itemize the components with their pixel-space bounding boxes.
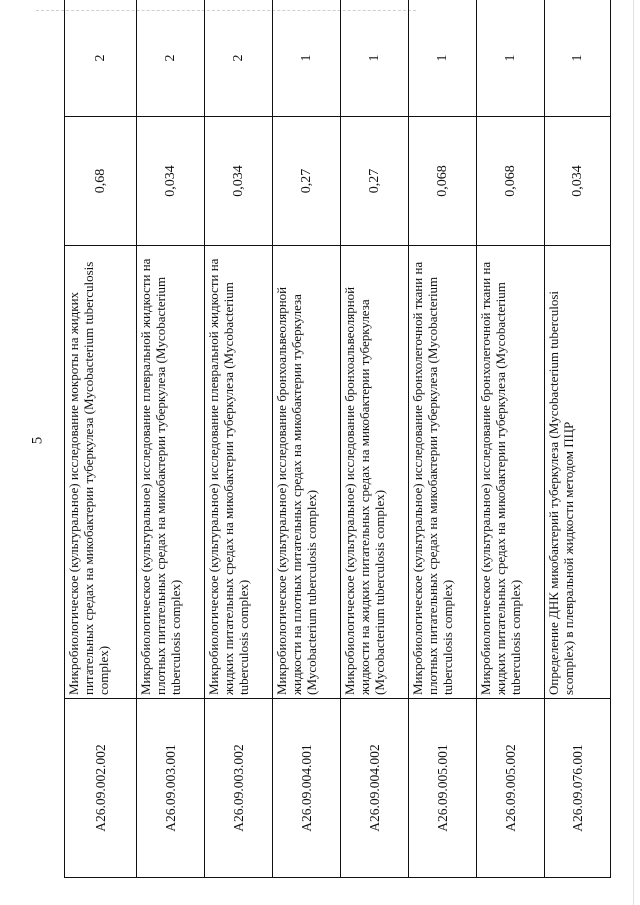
- table-row: [65, 0, 137, 878]
- frequency-coefficient: 0,068: [477, 117, 545, 246]
- frequency-coefficient: 0,068: [409, 117, 477, 246]
- service-code: A26.09.005.001: [409, 699, 477, 878]
- multiplicity: 1: [273, 0, 341, 117]
- frequency-coefficient: 0,034: [205, 117, 273, 246]
- frequency-coefficient: 0,034: [545, 117, 611, 246]
- service-name: Микробиологическое (культуральное) исследование бронхоальвеолярной жидкости на жидких питательных средах на микобактерии туберкулеза (Mycobacterium tuberculosis complex): [341, 246, 409, 699]
- service-code: A26.09.003.002: [205, 699, 273, 878]
- service-name: Микробиологическое (культуральное) исследование бронхолегочной ткани на плотных питательных средах на микобактерии туберкулеза (Mycobacterium tuberculosis complex): [409, 246, 477, 699]
- service-name: Определение ДНК микобактерий туберкулеза (Mycobacterium tuberculosi scomplex) в плевральной жидкости методом ПЦР: [545, 246, 611, 699]
- service-name: Микробиологическое (культуральное) исследование плевральной жидкости на жидких питательных средах на микобактерии туберкулеза (Mycobacterium tuberculosis complex): [205, 246, 273, 699]
- multiplicity: 2: [137, 0, 205, 117]
- service-code: A26.09.004.001: [273, 699, 341, 878]
- table-row: [477, 0, 545, 878]
- table-row: [545, 0, 611, 878]
- multiplicity: 1: [477, 0, 545, 117]
- scan-artifact-edge: [633, 0, 634, 905]
- service-name: Микробиологическое (культуральное) исследование бронхолегочной ткани на жидких питательных средах на микобактерии туберкулеза (Mycobacterium tuberculosis complex): [477, 246, 545, 699]
- multiplicity: 1: [341, 0, 409, 117]
- page-number: 5: [29, 436, 46, 445]
- service-name: Микробиологическое (культуральное) исследование мокроты на жидких питательных средах на микобактерии туберкулеза (Mycobacterium tuberculosis complex): [65, 246, 137, 699]
- frequency-coefficient: 0,27: [273, 117, 341, 246]
- services-table: [64, 0, 611, 878]
- service-code: A26.09.003.001: [137, 699, 205, 878]
- table-row: [273, 0, 341, 878]
- service-code: A26.09.076.001: [545, 699, 611, 878]
- service-name: Микробиологическое (культуральное) исследование бронхоальвеолярной жидкости на плотных питательных средах на микобактерии туберкулеза (Mycobacterium tuberculosis complex): [273, 246, 341, 699]
- multiplicity: 2: [205, 0, 273, 117]
- multiplicity: 1: [545, 0, 611, 117]
- table-row: [137, 0, 205, 878]
- frequency-coefficient: 0,034: [137, 117, 205, 246]
- service-code: A26.09.005.002: [477, 699, 545, 878]
- service-code: A26.09.004.002: [341, 699, 409, 878]
- service-name: Микробиологическое (культуральное) исследование плевральной жидкости на плотных питательных средах на микобактерии туберкулеза (Mycobacterium tuberculosis complex): [137, 246, 205, 699]
- table-row: [341, 0, 409, 878]
- frequency-coefficient: 0,68: [65, 117, 137, 246]
- frequency-coefficient: 0,27: [341, 117, 409, 246]
- multiplicity: 2: [65, 0, 137, 117]
- service-code: A26.09.002.002: [65, 699, 137, 878]
- multiplicity: 1: [409, 0, 477, 117]
- table-row: [409, 0, 477, 878]
- table-row: [205, 0, 273, 878]
- rotated-table-container: [64, 28, 610, 878]
